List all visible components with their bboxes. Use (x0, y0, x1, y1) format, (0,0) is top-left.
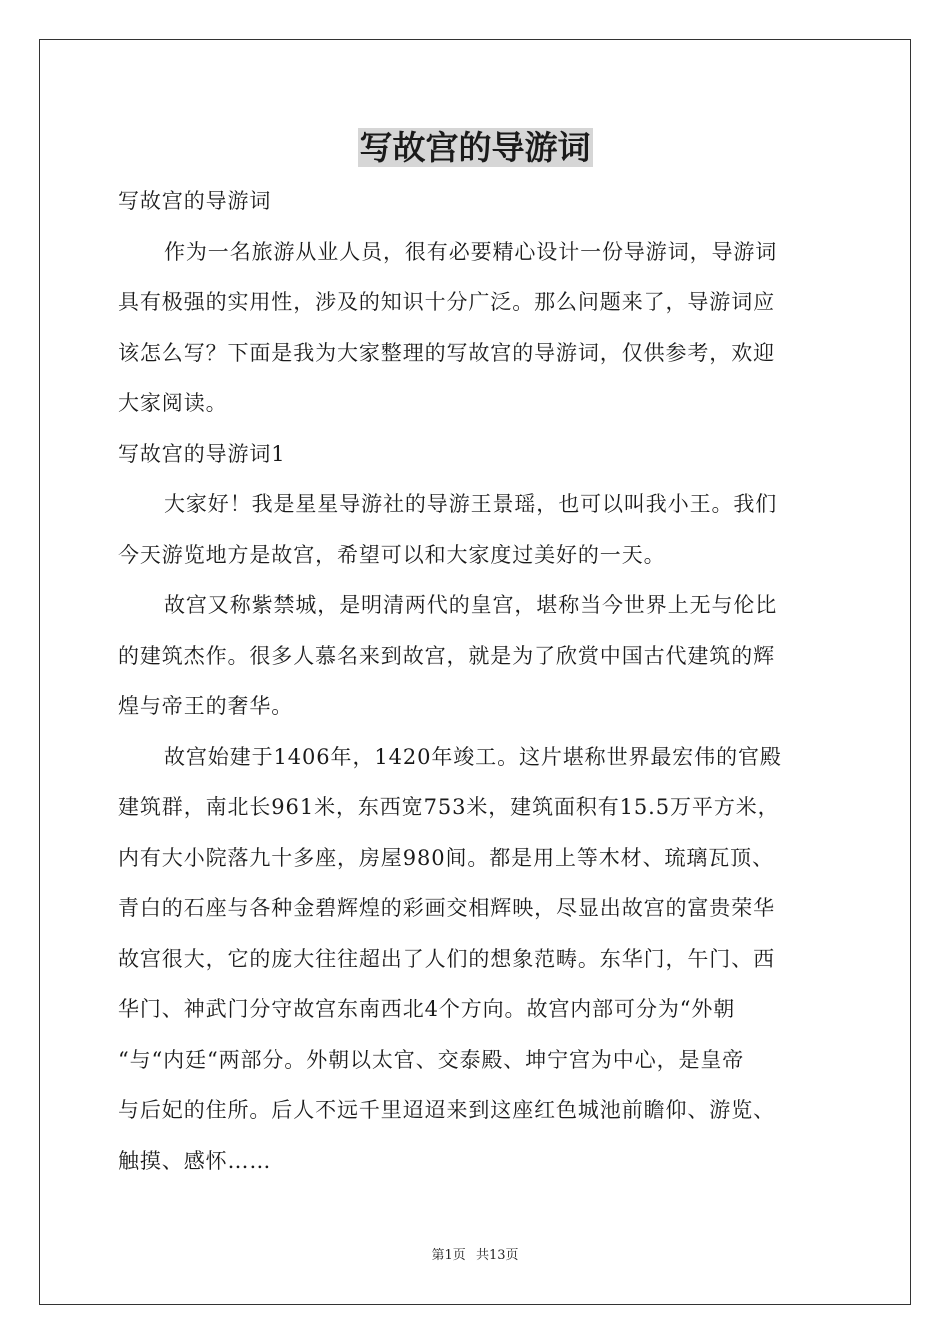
document-title (0, 124, 950, 172)
document-title-text: 写故宫的导游词 (359, 128, 591, 167)
body-line: 华门、神武门分守故宫东南西北4个方向。故宫内部可分为“外朝 (118, 997, 736, 1021)
page-number-total: 共13页 (475, 1248, 519, 1263)
body-line: 该怎么写？下面是我为大家整理的写故宫的导游词，仅供参考，欢迎 (118, 340, 775, 365)
section-heading: 写故宫的导游词1 (118, 441, 286, 466)
body-line: 触摸、感怀…… (118, 1148, 272, 1173)
body-line: 具有极强的实用性，涉及的知识十分广泛。那么问题来了，导游词应 (118, 290, 775, 314)
body-line: 与后妃的住所。后人不远千里迢迢来到这座红色城池前瞻仰、游览、 (118, 1098, 775, 1122)
document-body (118, 176, 838, 1186)
body-line: 大家阅读。 (118, 391, 228, 415)
body-line: 故宫始建于1406年，1420年竣工。这片堪称世界最宏伟的官殿 (164, 744, 782, 769)
page-footer (0, 1246, 950, 1266)
body-line: 作为一名旅游从业人员，很有必要精心设计一份导游词，导游词 (164, 239, 778, 264)
body-line: 故宫很大，它的庞大往往超出了人们的想象范畴。东华门，午门、西 (118, 946, 775, 971)
body-line: 内有大小院落九十多座，房屋980间。都是用上等木材、琉璃瓦顶、 (118, 845, 774, 870)
body-line: 青白的石座与各种金碧辉煌的彩画交相辉映，尽显出故宫的富贵荣华 (118, 896, 775, 920)
body-line: 建筑群，南北长961米，东西宽753米，建筑面积有15.5万平方米， (118, 795, 780, 819)
body-line: 故宫又称紫禁城，是明清两代的皇宫，堪称当今世界上无与伦比 (164, 593, 778, 617)
body-line: 的建筑杰作。很多人慕名来到故宫，就是为了欣赏中国古代建筑的辉 (118, 643, 775, 668)
body-line: “与“内廷“两部分。外朝以太官、交泰殿、坤宁宫为中心，是皇帝 (118, 1047, 745, 1072)
body-line: 煌与帝王的奢华。 (118, 694, 294, 718)
body-line: 今天游览地方是故宫，希望可以和大家度过美好的一天。 (118, 542, 666, 567)
subtitle-line: 写故宫的导游词 (118, 189, 272, 213)
page-number-current: 第1页 (431, 1248, 466, 1263)
body-line: 大家好！我是星星导游社的导游王景瑶，也可以叫我小王。我们 (164, 492, 778, 516)
